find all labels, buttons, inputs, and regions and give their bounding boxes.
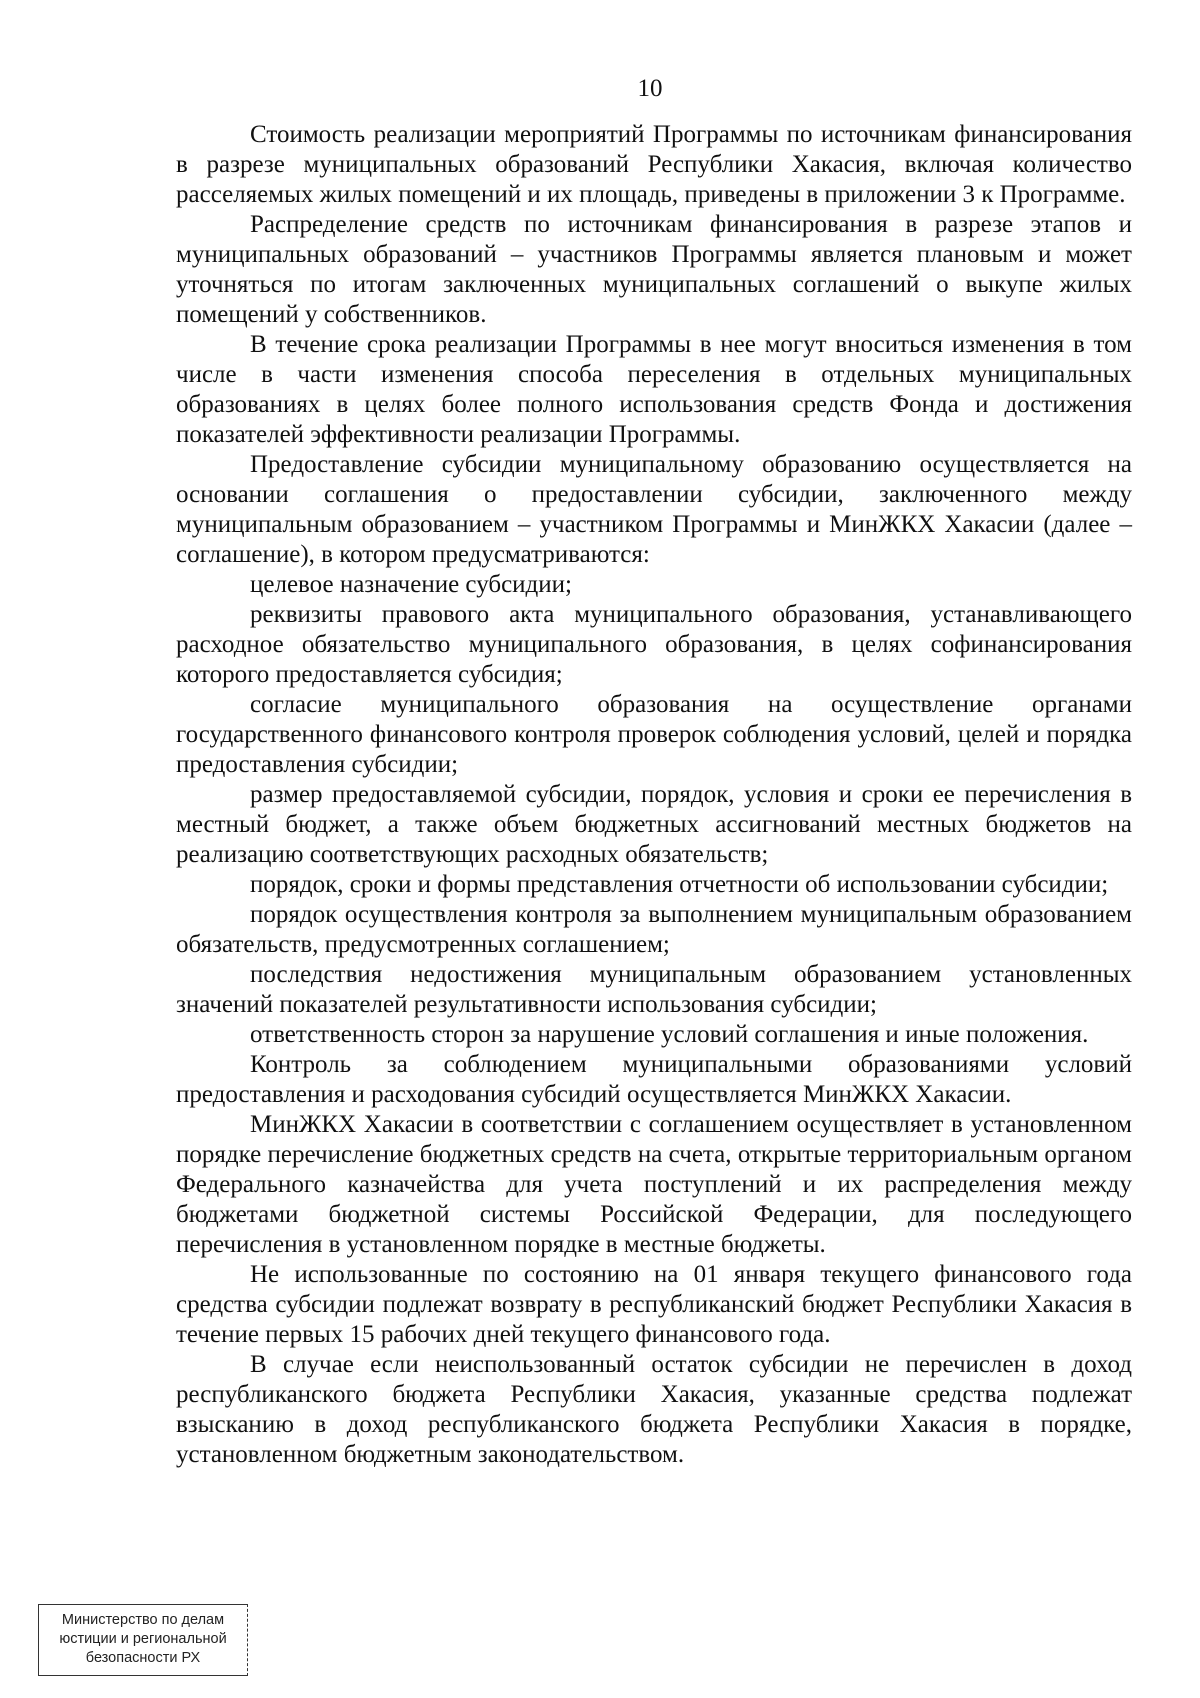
list-item-subsidy-size: размер предоставляемой субсидии, порядок, условия и сроки ее перечисления в местный бюджет, а также объем бюджетных ассигнований местных бюджетов на реализацию соответствующих расходных обязательств; [176,781,1132,868]
list-item-control-procedure: порядок осуществления контроля за выполнением муниципальным образованием обязательств, предусмотренных соглашением; [176,901,1132,958]
paragraph-subsidy-agreement: Предоставление субсидии муниципальному образованию осуществляется на основании соглашения о предоставлении субсидии, заключенного между муниципальным образованием – участником Программы и МинЖКХ Хакасии (далее – соглашение), в котором предусматриваются: [176,451,1132,568]
list-item-reporting: порядок, сроки и формы представления отчетности об использовании субсидии; [250,871,1109,898]
paragraph-control: Контроль за соблюдением муниципальными образованиями условий предоставления и расходования субсидий осуществляется МинЖКХ Хакасии. [176,1051,1132,1108]
stamp-line: юстиции и региональной [59,1631,227,1647]
stamp-line: Министерство по делам [61,1612,225,1628]
paragraph-return: Не использованные по состоянию на 01 января текущего финансового года средства субсидии подлежат возврату в республиканский бюджет Республики Хакасия в течение первых 15 рабочих дней текущего финансового года. [176,1261,1132,1348]
paragraph-transfer: МинЖКХ Хакасии в соответствии с соглашением осуществляет в установленном порядке перечисление бюджетных средств на счета, открытые территориальным органом Федерального казначейства для учета поступлений и их распределения между бюджетами бюджетной системы Российской Федерации, для последующего перечисления в установленном порядке в местные бюджеты. [176,1111,1132,1258]
paragraph-recovery: В случае если неиспользованный остаток субсидии не перечислен в доход республиканского бюджета Республики Хакасия, указанные средства подлежат взысканию в доход республиканского бюджета Республики Хакасия в порядке, установленном бюджетным законодательством. [176,1351,1132,1468]
stamp-line: безопасности РХ [85,1650,201,1666]
paragraph-program-changes: В течение срока реализации Программы в нее могут вноситься изменения в том числе в части изменения способа переселения в отдельных муниципальных образованиях в целях более полного использования средств Фонда и достижения показателей эффективности реализации Программы. [176,331,1132,448]
list-item-purpose: целевое назначение субсидии; [250,571,572,598]
paragraph-funds-distribution: Распределение средств по источникам финансирования в разрезе этапов и муниципальных образований – участников Программы является плановым и может уточняться по итогам заключенных муниципальных соглашений о выкупе жилых помещений у собственников. [176,211,1132,328]
list-item-legal-act: реквизиты правового акта муниципального образования, устанавливающего расходное обязательство муниципального образования, в целях софинансирования которого предоставляется субсидия; [176,601,1132,688]
ministry-stamp [38,1604,248,1676]
paragraph-cost-sources: Стоимость реализации мероприятий Программы по источникам финансирования в разрезе муниципальных образований Республики Хакасия, включая количество расселяемых жилых помещений и их площадь, приведены в приложении 3 к Программе. [176,121,1132,208]
document-body [176,120,1132,1470]
list-item-control-consent: согласие муниципального образования на осуществление органами государственного финансового контроля проверок соблюдения условий, целей и порядка предоставления субсидии; [176,691,1132,778]
list-item-consequences: последствия недостижения муниципальным образованием установленных значений показателей результативности использования субсидии; [176,961,1132,1018]
list-item-responsibility: ответственность сторон за нарушение условий соглашения и иные положения. [250,1021,1089,1048]
page-number: 10 [637,75,663,102]
